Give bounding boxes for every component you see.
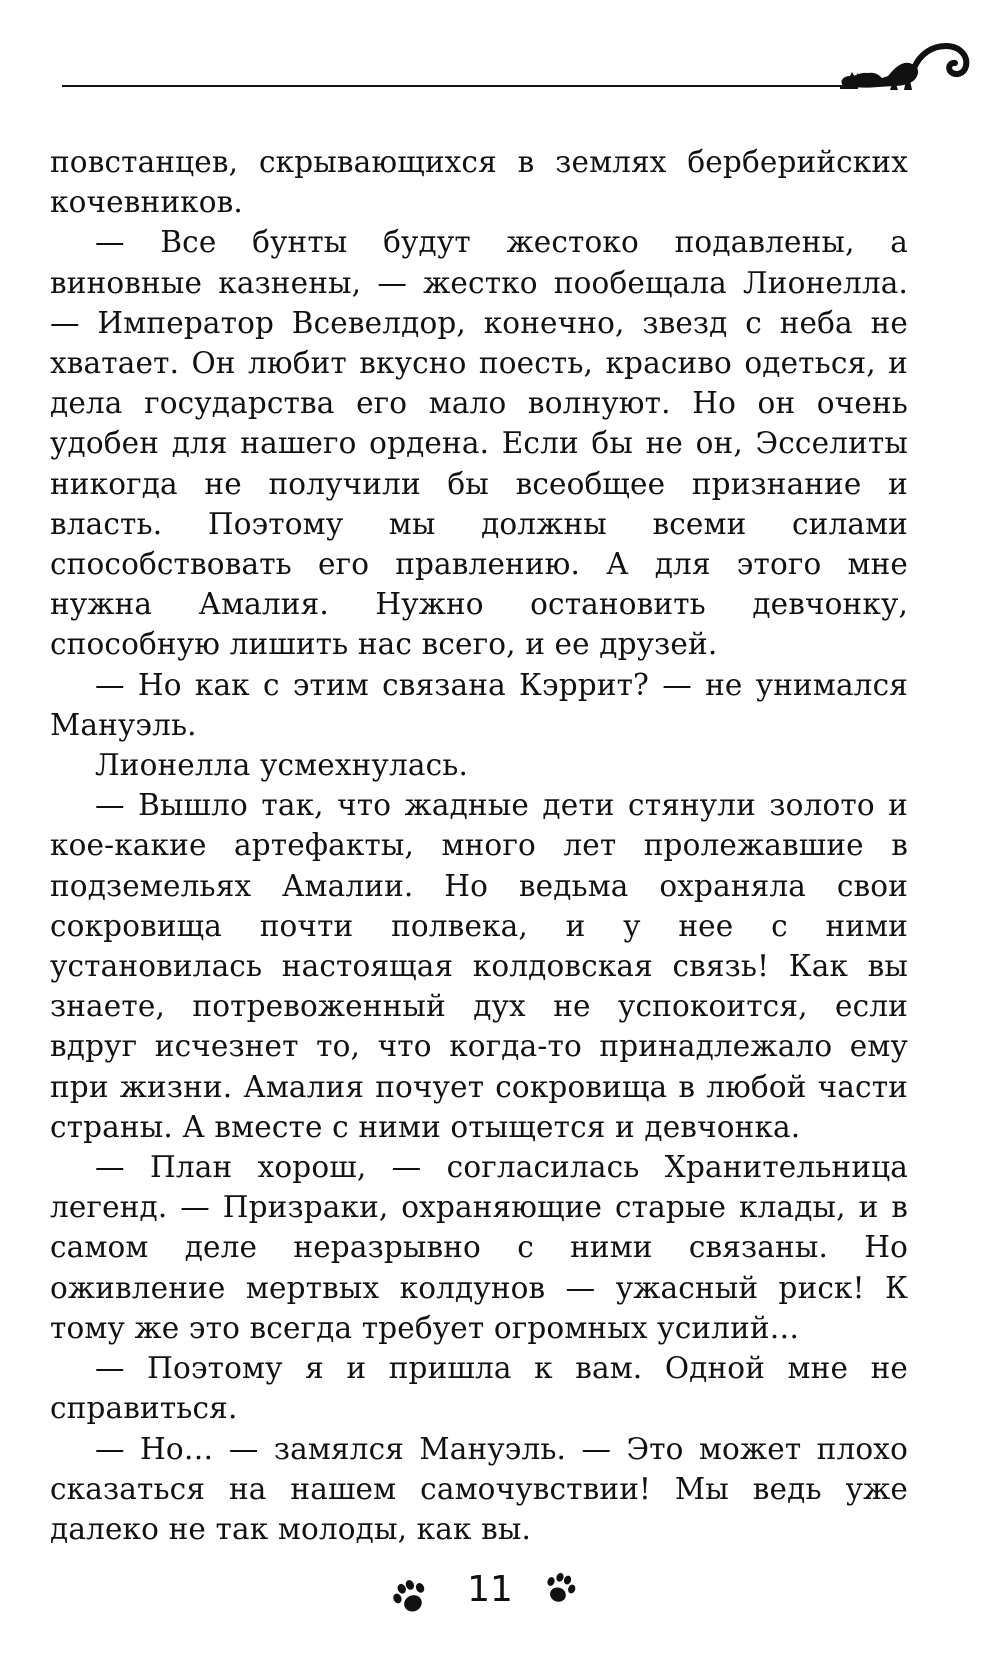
body-text [50,142,908,1549]
paragraph: — Но… — замялся Мануэль. — Это может плохо сказаться на нашем самочувствии! Мы ведь уже далеко не так молоды, как вы. [50,1431,908,1546]
paragraph: Лионелла усмехнулась. [95,748,468,783]
paragraph: — Но как с этим связана Кэррит? — не унимался Мануэль. [50,667,908,742]
page-footer [0,1565,1000,1625]
stretching-cat-icon [838,36,978,96]
page-number: 11 [467,1569,513,1610]
paragraph: — План хорош, — согласилась Хранительница легенд. — Призраки, охраняющие старые клады, и в самом деле неразрывно с ними связаны. Но оживление мертвых колдунов — ужасный риск! К тому же это всегда требует огромных усилий… [50,1150,908,1345]
paw-print-icon [540,1569,580,1609]
paragraph: — Вышло так, что жадные дети стянули золото и кое-какие артефакты, много лет пролежавшие в подземельях Амалии. Но ведьма охраняла свои сокровища почти полвека, и у нее с ними установилась настоящая колдовская связь! Как вы знаете, потревоженный дух не успокоится, если вдруг исчезнет то, что когда-то принадлежало ему при жизни. Амалия почует сокровища в любой части страны. А вместе с ними отыщется и девчонка. [50,788,908,1144]
header-rule [62,85,852,87]
paragraph: — Поэтому я и пришла к вам. Одной мне не справиться. [50,1351,908,1426]
paragraph: — Все бунты будут жестоко подавлены, а виновные казнены, — жестко пообещала Лионелла. — Император Всевелдор, конечно, звезд с неба не хватает. Он любит вкусно поесть, красиво одеться, и дела государства его мало волнуют. Но он очень удобен для нашего ордена. Если бы не он, Эсселиты никогда не получили бы всеобщее признание и власть. Поэтому мы должны всеми силами способствовать его правлению. А для этого мне нужна Амалия. Нужно остановить девчонку, способную лишить нас всего, и ее друзей. [50,225,908,662]
paw-print-icon [388,1575,432,1619]
paragraph: повстанцев, скрывающихся в землях берберийских кочевников. [50,145,908,220]
